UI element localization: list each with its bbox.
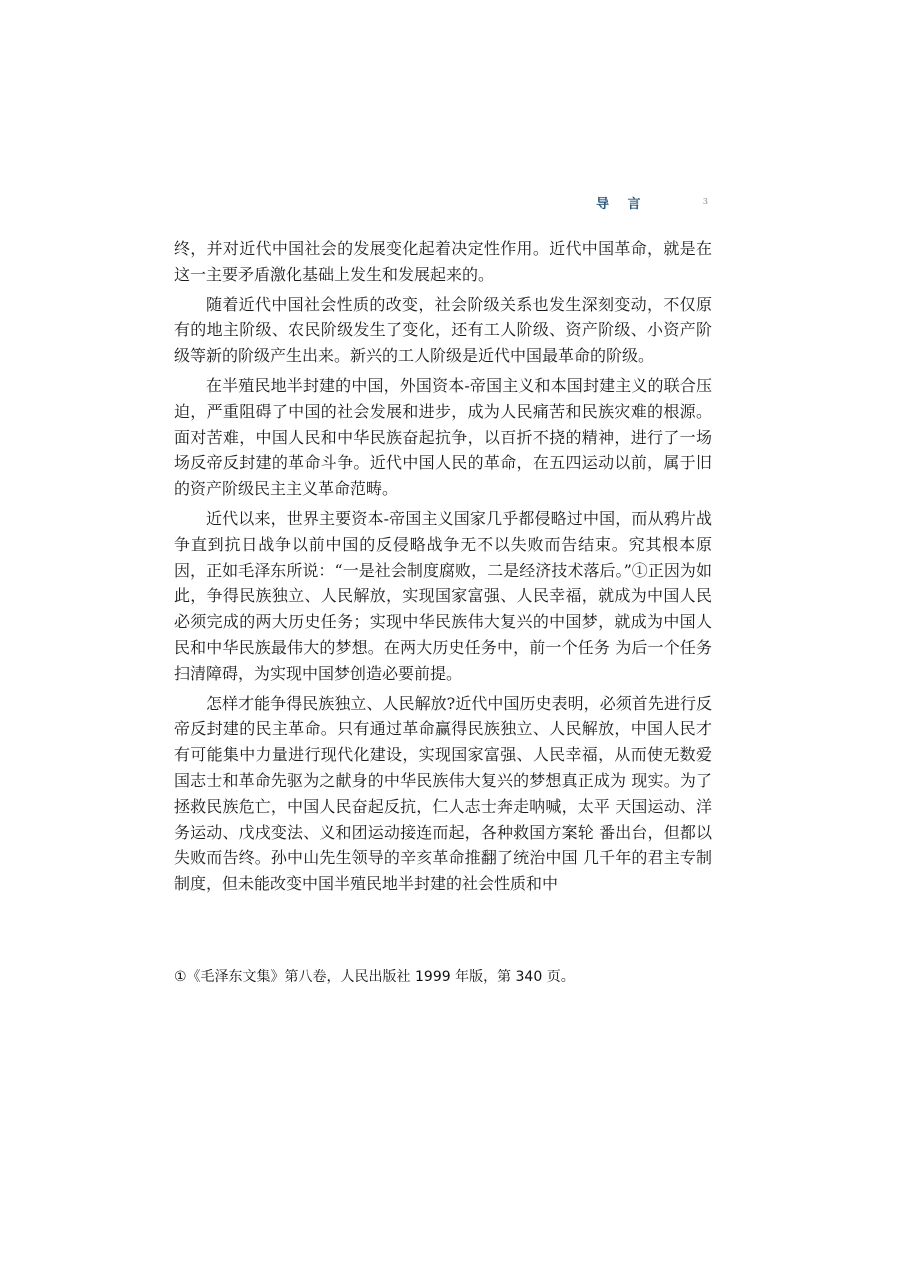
body-text	[174, 236, 712, 901]
chapter-title: 导 言	[596, 197, 648, 212]
paragraph: 近代以来，世界主要资本-帝国主义国家几乎都侵略过中国，而从鸦片战争直到抗日战争以前中国的反侵略战争无不以失败而告结束。究其根本原因，正如毛泽东所说：“一是社会制度腐败，二是经济技术落后。”①正因为如此，争得民族独立、人民解放，实现国家富强、人民幸福，就成为中国人民必须完成的两大历史任务；实现中华民族伟大复兴的中国梦，就成为中国人民和中华民族最伟大的梦想。在两大历史任务中，前一个任务 为后一个任务扫清障碍，为实现中国梦创造必要前提。	[174, 508, 712, 683]
paragraph: 随着近代中国社会性质的改变，社会阶级关系也发生深刻变动，不仅原有的地主阶级、农民阶级发生了变化，还有工人阶级、资产阶级、小资产阶级等新的阶级产生出来。新兴的工人阶级是近代中国最革命的阶级。	[174, 294, 712, 366]
running-header	[540, 193, 710, 213]
footnote: ①《毛泽东文集》第八卷，人民出版社 1999 年版，第 340 页。	[174, 969, 575, 985]
paragraph-continuation: 终，并对近代中国社会的发展变化起着决定性作用。近代中国革命，就是在这一主要矛盾激化基础上发生和发展起来的。	[174, 239, 712, 284]
paragraph: 在半殖民地半封建的中国，外国资本-帝国主义和本国封建主义的联合压迫，严重阻碍了中国的社会发展和进步，成为人民痛苦和民族灾难的根源。面对苦难，中国人民和中华民族奋起抗争，以百折不挠的精神，进行了一场场反帝反封建的革命斗争。近代中国人民的革命，在五四运动以前，属于旧的资产阶级民主主义革命范畴。	[174, 375, 712, 499]
paragraph: 怎样才能争得民族独立、人民解放?近代中国历史表明，必须首先进行反帝反封建的民主革命。只有通过革命赢得民族独立、人民解放，中国人民才有可能集中力量进行现代化建设，实现国家富强、人民幸福，从而使无数爱国志士和革命先驱为之献身的中华民族伟大复兴的梦想真正成为 现实。为了拯救民族危亡，中国人民奋起反抗，仁人志士奔走呐喊，太平 天国运动、洋务运动、戊戌变法、义和团运动接连而起，各种救国方案轮 番出台，但都以失败而告终。孙中山先生领导的辛亥革命推翻了统治中国 几千年的君主专制制度，但未能改变中国半殖民地半封建的社会性质和中	[174, 693, 712, 894]
page-number: 3	[702, 197, 708, 206]
